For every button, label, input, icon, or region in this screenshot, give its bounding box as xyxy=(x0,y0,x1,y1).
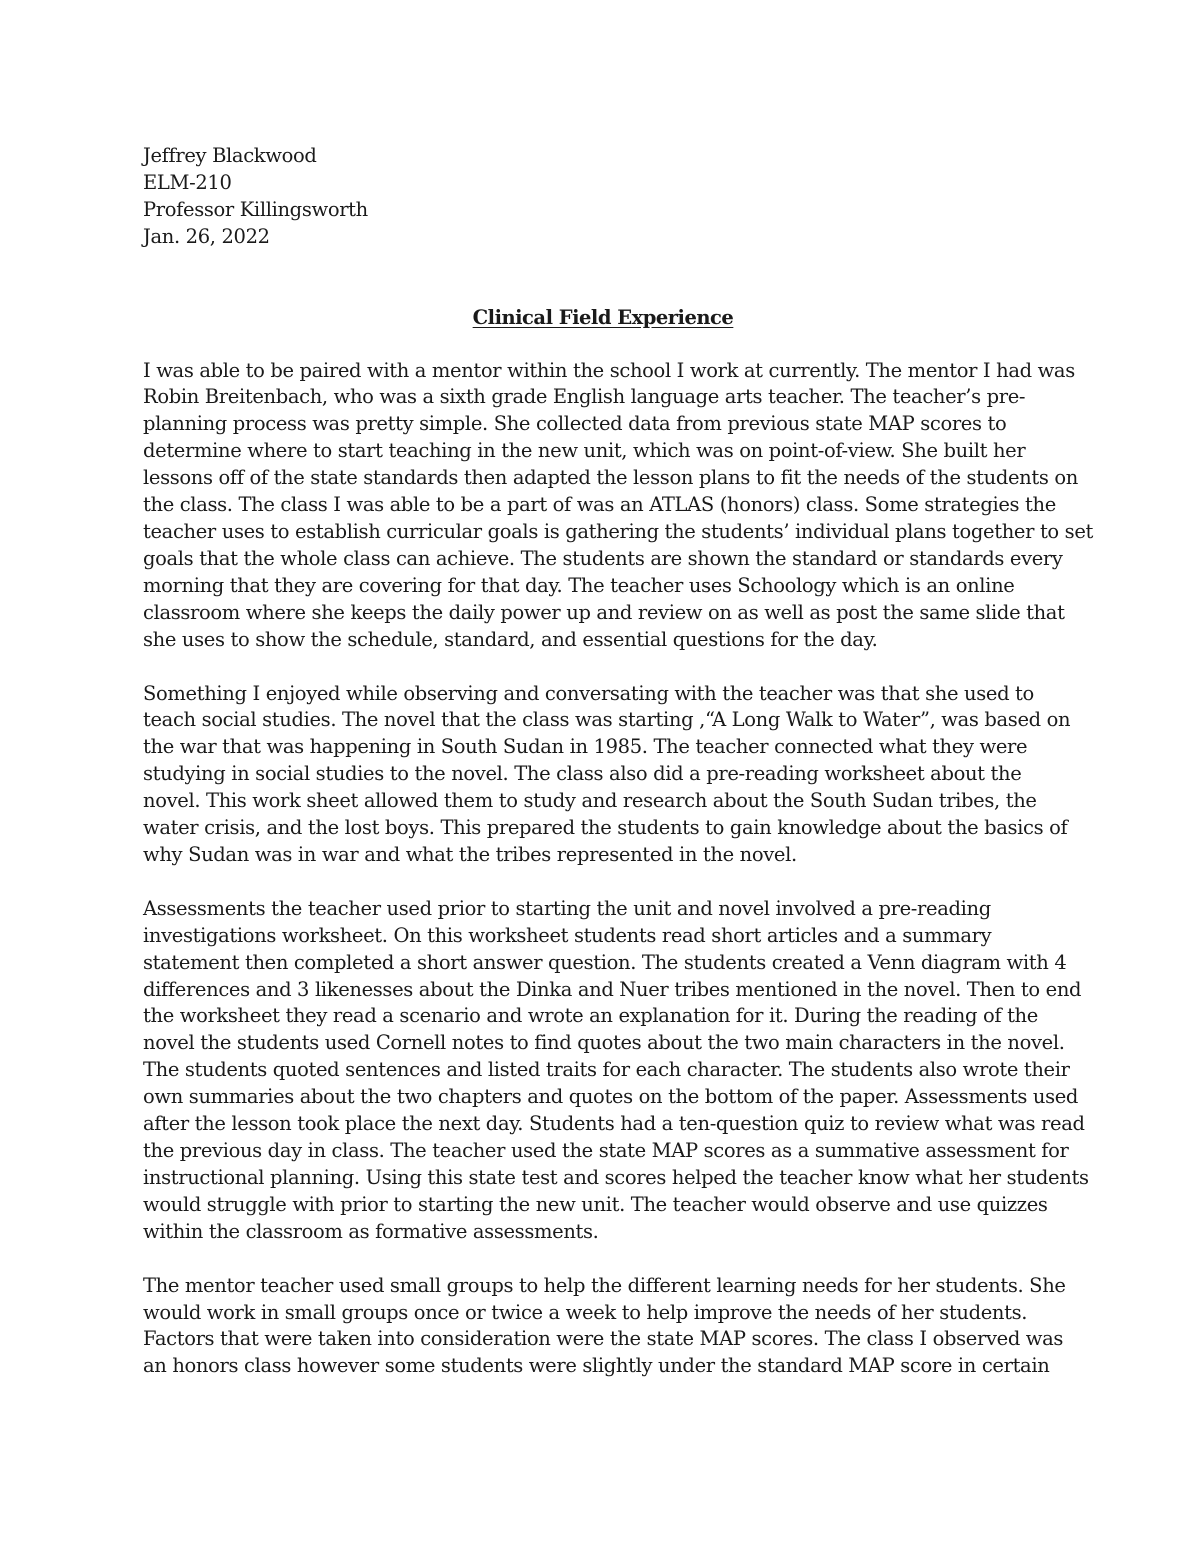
text-line: would work in small groups once or twice a week to help improve the needs of her students. xyxy=(143,1300,1028,1324)
document-date: Jan. 26, 2022 xyxy=(143,224,270,248)
text-line: Something I enjoyed while observing and conversating with the teacher was that she used to xyxy=(143,681,1034,705)
text-line: classroom where she keeps the daily power up and review on as well as post the same slide that xyxy=(143,600,1065,624)
header-block xyxy=(143,143,1063,251)
text-line: the class. The class I was able to be a part of was an ATLAS (honors) class. Some strategies the xyxy=(143,493,1056,517)
text-line: would struggle with prior to starting the new unit. The teacher would observe and use quizzes xyxy=(143,1192,1048,1216)
author-name: Jeffrey Blackwood xyxy=(143,144,317,167)
professor-name: Professor Killingsworth xyxy=(143,197,368,221)
text-line: within the classroom as formative assessments. xyxy=(143,1219,599,1243)
text-line: instructional planning. Using this state test and scores helped the teacher know what her students xyxy=(143,1165,1089,1189)
title-block xyxy=(143,305,1063,332)
text-line: differences and 3 likenesses about the Dinka and Nuer tribes mentioned in the novel. Then to end xyxy=(143,977,1082,1001)
text-line: The students quoted sentences and listed traits for each character. The students also wrote their xyxy=(143,1058,1070,1082)
text-line: morning that they are covering for that day. The teacher uses Schoology which is an online xyxy=(143,573,1015,597)
text-line: teacher uses to establish curricular goals is gathering the students’ individual plans together to set xyxy=(143,519,1094,543)
text-line: Assessments the teacher used prior to starting the unit and novel involved a pre-reading xyxy=(143,896,991,920)
text-line: The mentor teacher used small groups to help the different learning needs for her students. She xyxy=(143,1273,1066,1297)
text-line: statement then completed a short answer question. The students created a Venn diagram with 4 xyxy=(143,950,1067,974)
text-line: the worksheet they read a scenario and wrote an explanation for it. During the reading of the xyxy=(143,1004,1038,1028)
text-line: own summaries about the two chapters and quotes on the bottom of the paper. Assessments used xyxy=(143,1085,1079,1109)
paragraph-4 xyxy=(143,1273,1066,1381)
text-line: the war that was happening in South Sudan in 1985. The teacher connected what they were xyxy=(143,735,1028,759)
text-line: she uses to show the schedule, standard, and essential questions for the day. xyxy=(143,627,878,651)
document-body xyxy=(143,143,1094,1407)
text-line: novel the students used Cornell notes to find quotes about the two main characters in the novel. xyxy=(143,1031,1065,1055)
text-line: lessons off of the state standards then adapted the lesson plans to fit the needs of the students on xyxy=(143,466,1078,490)
page-title: Clinical Field Experience xyxy=(472,305,734,329)
text-line: planning process was pretty simple. She collected data from previous state MAP scores to xyxy=(143,412,1007,436)
text-line: novel. This work sheet allowed them to study and research about the South Sudan tribes, the xyxy=(143,789,1037,813)
text-line: studying in social studies to the novel. The class also did a pre-reading worksheet about the xyxy=(143,762,1022,786)
paragraph-1 xyxy=(143,358,1094,654)
text-line: water crisis, and the lost boys. This prepared the students to gain knowledge about the basics of xyxy=(143,816,1068,840)
body-paragraphs xyxy=(143,358,1094,1381)
text-line: the previous day in class. The teacher used the state MAP scores as a summative assessment for xyxy=(143,1139,1069,1162)
text-line: after the lesson took place the next day. Students had a ten-question quiz to review what was read xyxy=(143,1112,1085,1136)
paragraph-2 xyxy=(143,681,1071,869)
text-line: an honors class however some students were slightly under the standard MAP score in certain xyxy=(143,1354,1050,1378)
text-line: why Sudan was in war and what the tribes represented in the novel. xyxy=(143,842,797,866)
text-line: goals that the whole class can achieve. The students are shown the standard or standards every xyxy=(143,546,1063,570)
text-line: investigations worksheet. On this worksheet students read short articles and a summary xyxy=(143,923,992,947)
text-line: determine where to start teaching in the new unit, which was on point-of-view. She built her xyxy=(143,439,1026,463)
text-line: Factors that were taken into consideration were the state MAP scores. The class I observed was xyxy=(143,1327,1064,1351)
text-line: I was able to be paired with a mentor within the school I work at currently. The mentor I had was xyxy=(143,358,1075,382)
text-line: Robin Breitenbach, who was a sixth grade English language arts teacher. The teacher’s pre- xyxy=(143,385,1026,409)
paragraph-3 xyxy=(143,896,1089,1246)
text-line: teach social studies. The novel that the class was starting ,“A Long Walk to Water”, was based on xyxy=(143,708,1071,732)
course-code: ELM-210 xyxy=(143,170,232,194)
